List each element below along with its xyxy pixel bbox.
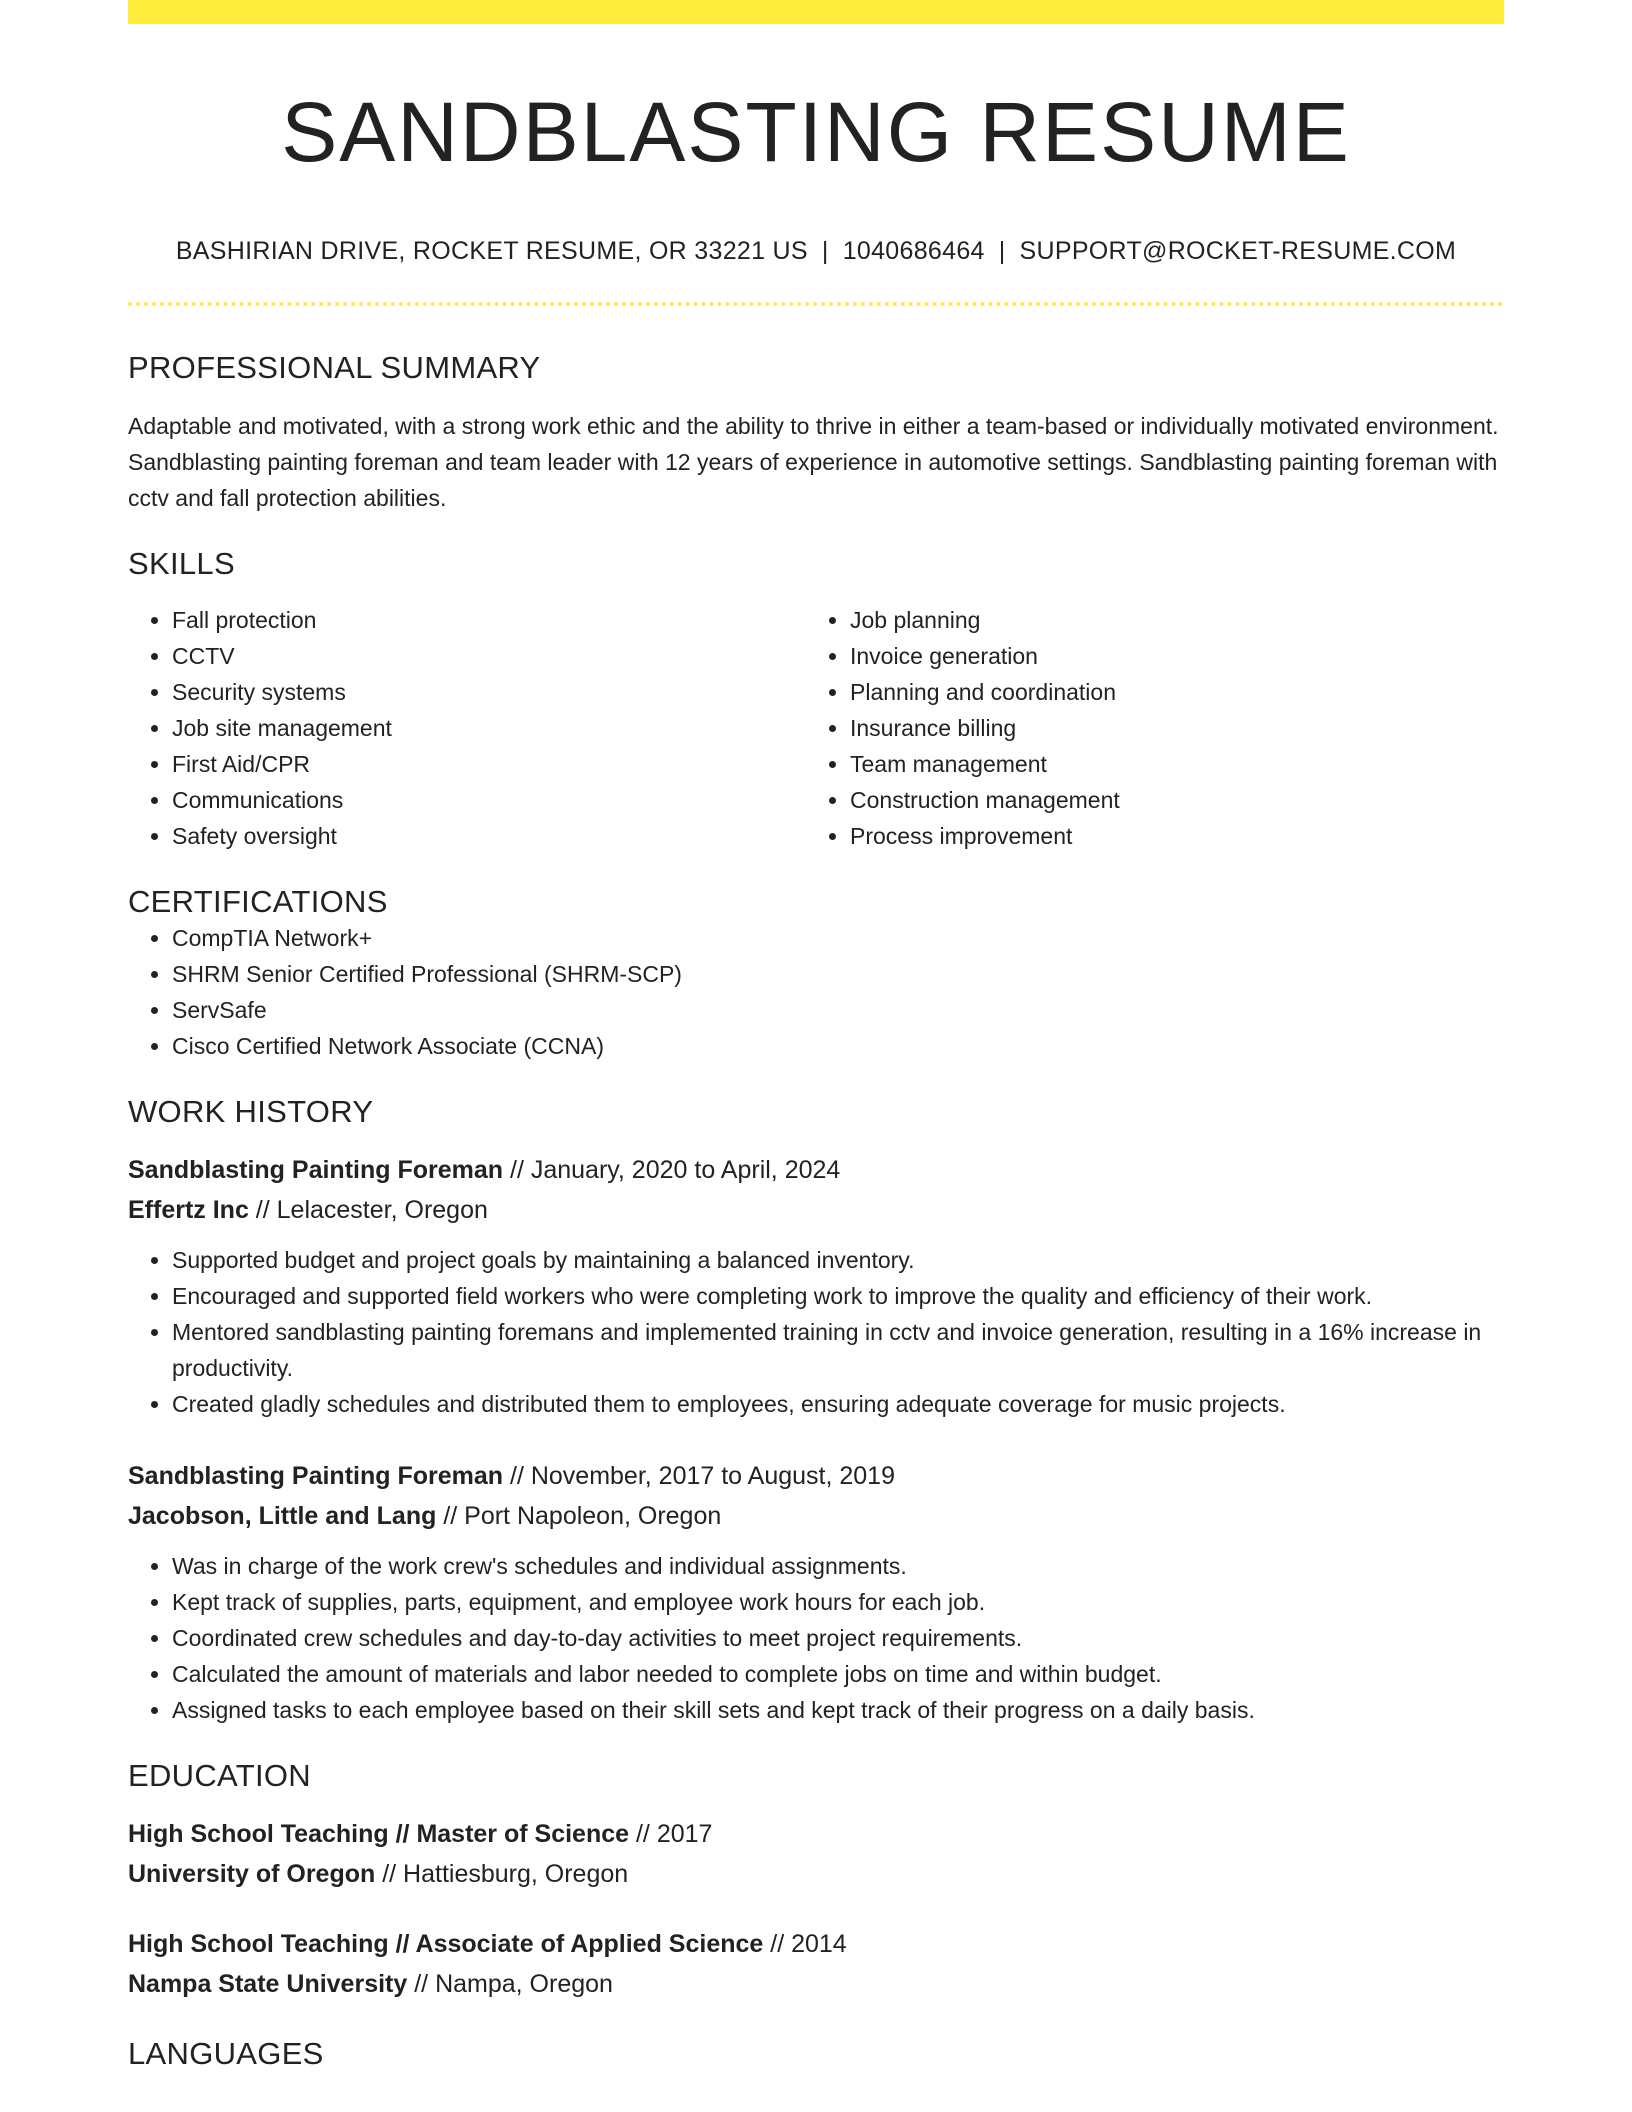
contact-address: BASHIRIAN DRIVE, ROCKET RESUME, OR 33221 US <box>175 236 808 265</box>
section-title-work-history: WORK HISTORY <box>128 1093 374 1129</box>
job-company-line <box>128 1190 1504 1230</box>
job-duties-list <box>128 1548 1504 1728</box>
skills-list-right <box>806 602 1484 854</box>
job-location: // Port Napoleon, Oregon <box>436 1501 722 1530</box>
education-year: // 2014 <box>763 1929 847 1958</box>
job-dates: // January, 2020 to April, 2024 <box>503 1155 841 1184</box>
skill-item: • Job planning <box>850 602 1484 638</box>
job-entry <box>128 1456 1504 1728</box>
skill-item: • Safety oversight <box>172 818 806 854</box>
job-title: Sandblasting Painting Foreman <box>128 1155 504 1184</box>
skills-list-left <box>128 602 806 854</box>
certification-item: • Cisco Certified Network Associate (CCNA) <box>172 1028 1504 1064</box>
job-duty-item: • Calculated the amount of materials and labor needed to complete jobs on time and within budget. <box>172 1656 1504 1692</box>
section-title-skills: SKILLS <box>128 545 235 581</box>
section-title-languages: LANGUAGES <box>128 2035 324 2071</box>
skill-item: • Job site management <box>172 710 806 746</box>
section-title-summary: PROFESSIONAL SUMMARY <box>128 349 541 385</box>
job-duty-item: • Assigned tasks to each employee based on their skill sets and kept track of their progress on a daily basis. <box>172 1692 1504 1728</box>
skill-item: • Communications <box>172 782 806 818</box>
job-duty-item: • Encouraged and supported field workers who were completing work to improve the quality and efficiency of their work. <box>172 1278 1504 1314</box>
skill-item: • Security systems <box>172 674 806 710</box>
resume-page <box>128 0 1504 2072</box>
job-duty-item: • Kept track of supplies, parts, equipment, and employee work hours for each job. <box>172 1584 1504 1620</box>
education-school-line <box>128 1964 1504 2004</box>
education-school: University of Oregon <box>128 1859 376 1888</box>
job-location: // Lelacester, Oregon <box>248 1195 488 1224</box>
job-duty-item: • Supported budget and project goals by maintaining a balanced inventory. <box>172 1242 1504 1278</box>
job-duties-list <box>128 1242 1504 1422</box>
contact-separator: | <box>821 236 829 265</box>
skill-item: • Insurance billing <box>850 710 1484 746</box>
job-title-line <box>128 1150 1504 1190</box>
job-company: Effertz Inc <box>128 1195 249 1224</box>
certification-item: • SHRM Senior Certified Professional (SHRM-SCP) <box>172 956 1504 992</box>
education-degree: High School Teaching // Associate of Applied Science <box>128 1929 764 1958</box>
job-duty-item: • Coordinated crew schedules and day-to-day activities to meet project requirements. <box>172 1620 1504 1656</box>
contact-separator: | <box>998 236 1006 265</box>
skills-column-left <box>128 602 806 854</box>
skill-item: • Planning and coordination <box>850 674 1484 710</box>
education-degree-line <box>128 1814 1504 1854</box>
job-duty-item: • Created gladly schedules and distributed them to employees, ensuring adequate coverage for music projects. <box>172 1386 1504 1422</box>
education-degree: High School Teaching // Master of Science <box>128 1819 630 1848</box>
education-school-line <box>128 1854 1504 1894</box>
skill-item: • Process improvement <box>850 818 1484 854</box>
contact-phone: 1040686464 <box>842 236 985 265</box>
job-title: Sandblasting Painting Foreman <box>128 1461 504 1490</box>
skill-item: • CCTV <box>172 638 806 674</box>
certifications-list <box>128 920 1504 1064</box>
job-duty-item: • Mentored sandblasting painting foremans and implemented training in cctv and invoice generation, resulting in a 16% increase in productivity. <box>172 1314 1504 1386</box>
top-accent-bar <box>128 0 1504 24</box>
resume-title: SANDBLASTING RESUME <box>281 85 1351 179</box>
education-year: // 2017 <box>629 1819 713 1848</box>
job-dates: // November, 2017 to August, 2019 <box>503 1461 895 1490</box>
skill-item: • Fall protection <box>172 602 806 638</box>
section-title-certifications: CERTIFICATIONS <box>128 883 388 919</box>
contact-line <box>128 237 1504 266</box>
education-location: // Nampa, Oregon <box>407 1969 613 1998</box>
header-divider <box>128 302 1504 306</box>
contact-email: SUPPORT@ROCKET-RESUME.COM <box>1019 236 1457 265</box>
education-entry <box>128 1814 1504 1894</box>
skill-item: • Team management <box>850 746 1484 782</box>
job-company: Jacobson, Little and Lang <box>128 1501 437 1530</box>
education-location: // Hattiesburg, Oregon <box>375 1859 629 1888</box>
education-entry <box>128 1924 1504 2004</box>
skill-item: • Construction management <box>850 782 1484 818</box>
certification-item: • CompTIA Network+ <box>172 920 1504 956</box>
education-school: Nampa State University <box>128 1969 408 1998</box>
skill-item: • First Aid/CPR <box>172 746 806 782</box>
certification-item: • ServSafe <box>172 992 1504 1028</box>
skills-columns <box>128 602 1504 854</box>
job-entry <box>128 1150 1504 1422</box>
summary-text: Adaptable and motivated, with a strong work ethic and the ability to thrive in either a team-based or individually motivated environment. Sandblasting painting foreman and team leader with 12 years of experience in automotive settings. Sandblasting painting foreman with cctv and fall protection abilities. <box>128 412 1499 511</box>
section-title-education: EDUCATION <box>128 1757 311 1793</box>
education-degree-line <box>128 1924 1504 1964</box>
job-title-line <box>128 1456 1504 1496</box>
skill-item: • Invoice generation <box>850 638 1484 674</box>
skills-column-right <box>806 602 1484 854</box>
job-duty-item: • Was in charge of the work crew's schedules and individual assignments. <box>172 1548 1504 1584</box>
job-company-line <box>128 1496 1504 1536</box>
